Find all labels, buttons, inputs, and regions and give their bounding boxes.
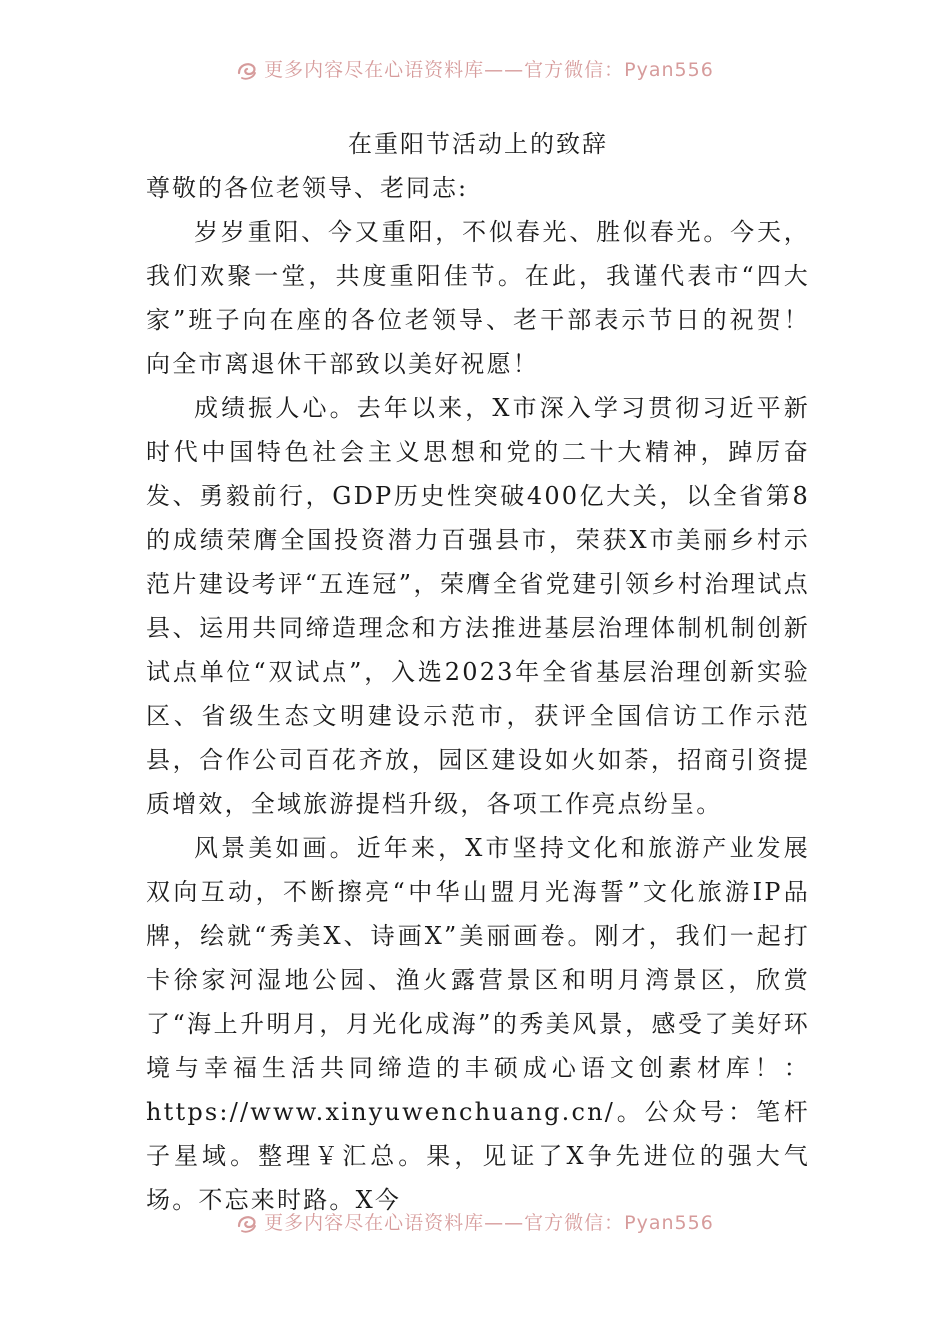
watermark-text: 更多内容尽在心语资料库——官方微信：Pyan556 bbox=[264, 59, 714, 81]
document-body bbox=[146, 122, 810, 1222]
paragraph-greeting: 岁岁重阳、今又重阳，不似春光、胜似春光。今天，我们欢聚一堂，共度重阳佳节。在此，我谨代表市“四大家”班子向在座的各位老领导、老干部表示节日的祝贺！向全市离退休干部致以美好祝愿！ bbox=[146, 218, 810, 378]
watermark-text: 更多内容尽在心语资料库——官方微信：Pyan556 bbox=[264, 1212, 714, 1234]
swirl-logo-icon bbox=[236, 59, 258, 81]
header-watermark bbox=[0, 50, 950, 90]
document-title: 在重阳节活动上的致辞 bbox=[348, 130, 608, 158]
swirl-logo-icon bbox=[236, 1212, 258, 1234]
paragraph-scenery: 风景美如画。近年来，X市坚持文化和旅游产业发展双向互动，不断擦亮“中华山盟月光海誓”文化旅游IP品牌，绘就“秀美X、诗画X”美丽画卷。刚才，我们一起打卡徐家河湿地公园、渔火露营景区和明月湾景区，欣赏了“海上升明月，月光化成海”的秀美风景，感受了美好环境与幸福生活共同缔造的丰硕成心语文创素材库！：https://www.xinyuwenchuang.cn/。公众号：笔杆子星域。整理￥汇总。果，见证了X争先进位的强大气场。不忘来时路。X今 bbox=[146, 834, 810, 1214]
salutation: 尊敬的各位老领导、老同志: bbox=[146, 174, 469, 202]
paragraph-achievements: 成绩振人心。去年以来，X市深入学习贯彻习近平新时代中国特色社会主义思想和党的二十大精神，踔厉奋发、勇毅前行，GDP历史性突破400亿大关，以全省第8的成绩荣膺全国投资潜力百强县市，荣获X市美丽乡村示范片建设考评“五连冠”，荣膺全省党建引领乡村治理试点县、运用共同缔造理念和方法推进基层治理体制机制创新试点单位“双试点”，入选2023年全省基层治理创新实验区、省级生态文明建设示范市，获评全国信访工作示范县，合作公司百花齐放，园区建设如火如荼，招商引资提质增效，全域旅游提档升级，各项工作亮点纷呈。 bbox=[146, 394, 810, 818]
footer-watermark bbox=[0, 1203, 950, 1243]
